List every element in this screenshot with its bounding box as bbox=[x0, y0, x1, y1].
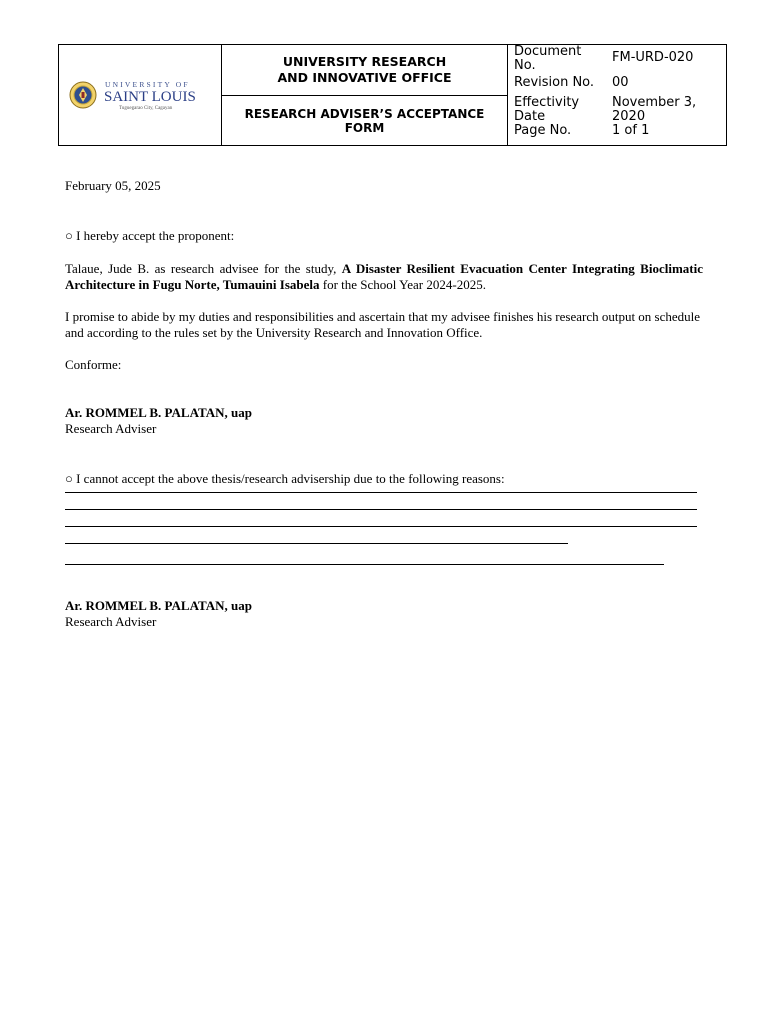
study-suffix: for the School Year 2024-2025. bbox=[319, 277, 486, 292]
form-header bbox=[58, 44, 727, 146]
form-title bbox=[222, 96, 507, 145]
adviser-role: Research Adviser bbox=[65, 421, 157, 436]
meta-effectivity-date bbox=[514, 91, 720, 122]
logo-line1: UNIVERSITY OF bbox=[105, 80, 190, 89]
meta-label: No. bbox=[514, 58, 536, 73]
office-line2: AND INNOVATIVE OFFICE bbox=[277, 70, 452, 85]
conforme-label: Conforme: bbox=[65, 357, 122, 372]
meta-document-no bbox=[514, 45, 720, 75]
seal-icon bbox=[70, 82, 96, 108]
adviser-name: Ar. ROMMEL B. PALATAN, uap bbox=[65, 405, 252, 420]
letter-body bbox=[65, 178, 703, 630]
meta-revision-no bbox=[514, 75, 720, 91]
adviser-role-2: Research Adviser bbox=[65, 614, 157, 629]
meta-value: 2020 bbox=[612, 109, 646, 124]
office-name bbox=[222, 45, 507, 96]
meta-label: Document bbox=[514, 44, 582, 59]
study-title: A Disaster Resilient Evacuation Center Integrating Bioclimatic Architecture in Fugu Norte, Tumauini Isabela bbox=[65, 261, 703, 292]
study-statement bbox=[65, 261, 703, 293]
decline-option: ○ I cannot accept the above thesis/research advisership due to the following reasons: bbox=[65, 471, 505, 486]
meta-value: November 3, bbox=[612, 95, 697, 110]
reason-line[interactable] bbox=[65, 510, 697, 527]
reason-line[interactable] bbox=[65, 493, 697, 510]
study-prefix: Talaue, Jude B. as research advisee for the study, bbox=[65, 261, 342, 276]
adviser-name-2: Ar. ROMMEL B. PALATAN, uap bbox=[65, 598, 252, 613]
reason-line[interactable] bbox=[65, 527, 568, 544]
university-logo bbox=[69, 75, 211, 115]
meta-label: Page No. bbox=[514, 123, 572, 138]
meta-page-no bbox=[514, 122, 720, 140]
logo-line2: SAINT LOUIS bbox=[104, 89, 196, 105]
meta-value: FM-URD-020 bbox=[612, 50, 694, 65]
title-cell bbox=[222, 45, 508, 145]
meta-value: 00 bbox=[612, 75, 629, 90]
office-line1: UNIVERSITY RESEARCH bbox=[282, 54, 447, 69]
letter-date: February 05, 2025 bbox=[65, 178, 161, 193]
meta-value: 1 of 1 bbox=[612, 123, 650, 138]
meta-label: Revision No. bbox=[514, 75, 595, 90]
meta-label: Date bbox=[514, 109, 546, 124]
accept-option: ○ I hereby accept the proponent: bbox=[65, 228, 235, 243]
form-title-line2: FORM bbox=[344, 120, 385, 135]
logo-cell bbox=[59, 45, 222, 145]
form-title-line1: RESEARCH ADVISER’S ACCEPTANCE bbox=[244, 106, 485, 121]
document-meta bbox=[508, 45, 726, 145]
meta-label: Effectivity bbox=[514, 95, 580, 110]
promise-statement: I promise to abide by my duties and responsibilities and ascertain that my advisee finishes his research output on schedule and according to the rules set by the University Research and Innovation Office. bbox=[65, 309, 701, 340]
reason-line[interactable] bbox=[65, 544, 664, 565]
logo-line3: Tuguegarao City, Cagayan bbox=[119, 106, 173, 111]
